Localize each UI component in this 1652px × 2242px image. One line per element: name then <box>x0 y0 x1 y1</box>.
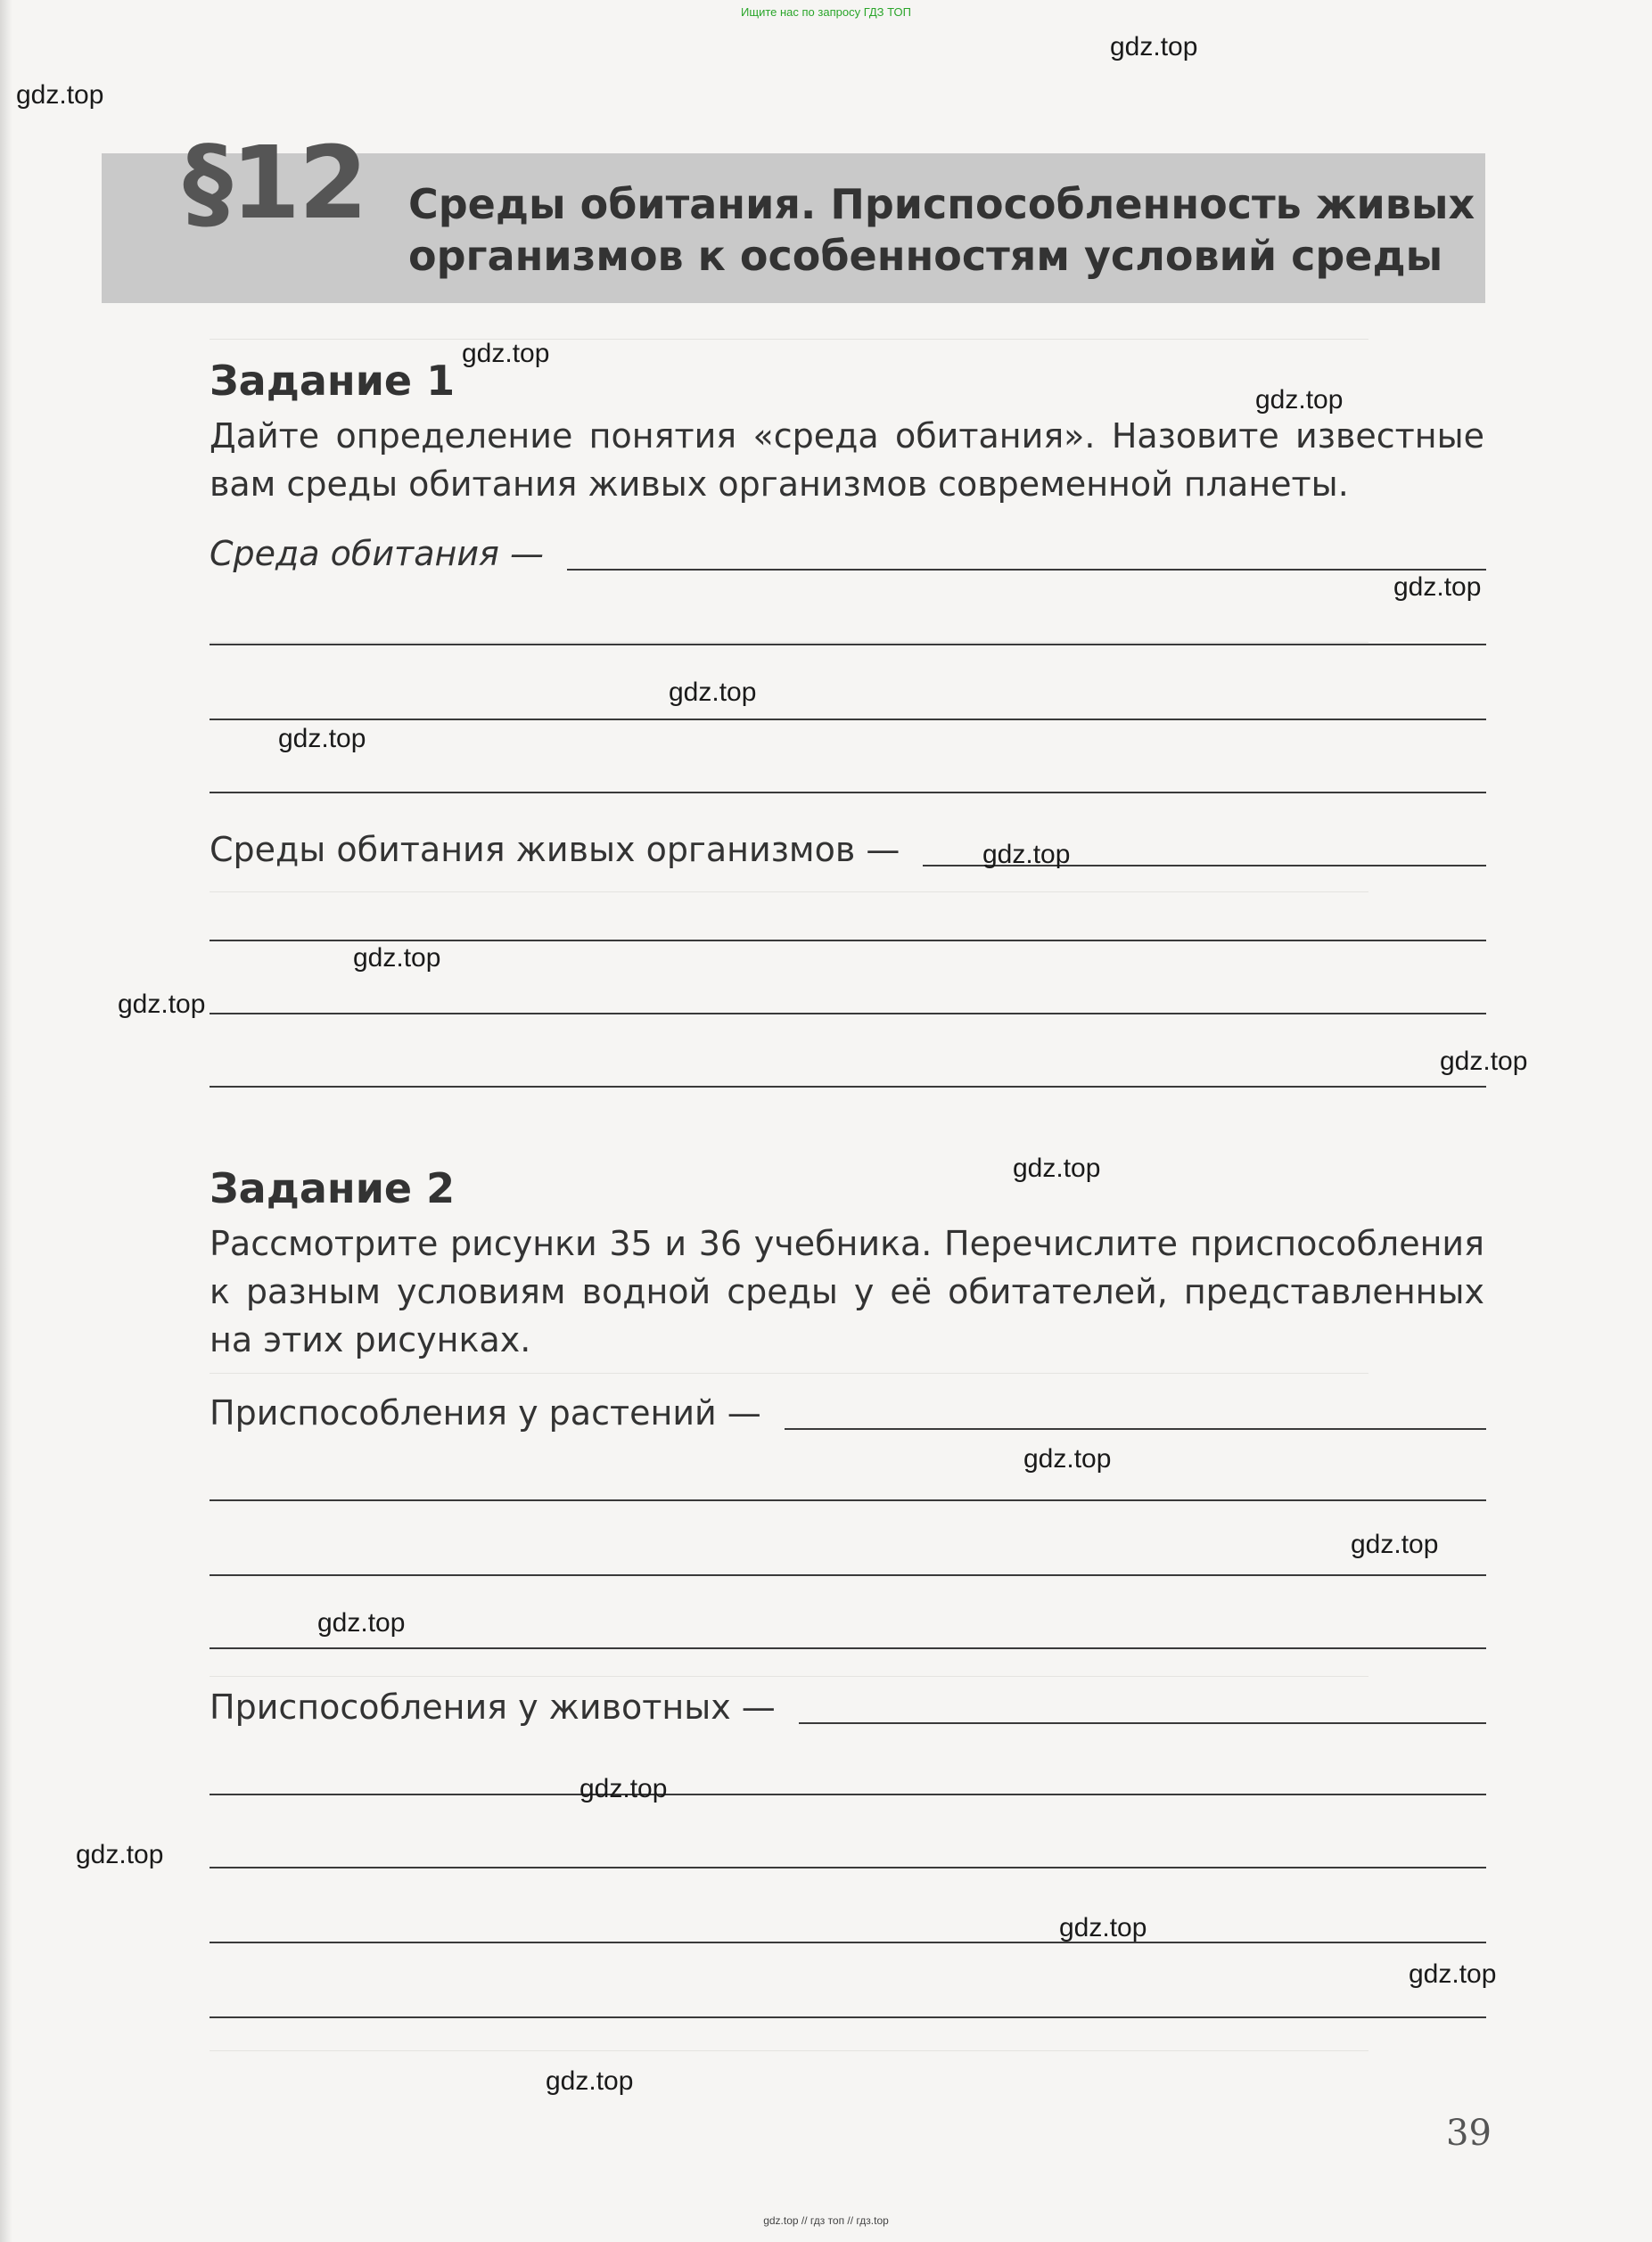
plants-answer-line[interactable] <box>785 1428 1486 1430</box>
answer-line[interactable] <box>210 792 1486 793</box>
answer-line[interactable] <box>210 1942 1486 1943</box>
watermark: gdz.top <box>1409 1959 1497 1989</box>
watermark: gdz.top <box>16 80 104 110</box>
watermark: gdz.top <box>1393 572 1482 602</box>
animals-answer-row <box>210 1685 1486 1729</box>
section-title-line-2: организмов к особенностям условий среды <box>408 232 1443 280</box>
bleed-through-line <box>210 1676 1368 1677</box>
top-banner[interactable]: Ищите нас по запросу ГДЗ ТОП <box>741 5 911 19</box>
answer-line[interactable] <box>210 1794 1486 1795</box>
bleed-through-line <box>210 1373 1368 1374</box>
watermark: gdz.top <box>353 943 441 973</box>
bottom-banner[interactable]: gdz.top // гдз топ // гдз.top <box>763 2214 889 2227</box>
bleed-through-line <box>210 891 1368 892</box>
watermark: gdz.top <box>76 1840 164 1869</box>
task-2-heading: Задание 2 <box>210 1164 456 1212</box>
definition-answer-row <box>210 531 1486 576</box>
environments-answer-row <box>210 827 1486 872</box>
watermark: gdz.top <box>1351 1530 1439 1559</box>
answer-line[interactable] <box>210 1499 1486 1501</box>
bleed-through-line <box>210 642 1368 643</box>
answer-line[interactable] <box>210 1867 1486 1868</box>
watermark: gdz.top <box>546 2066 634 2096</box>
section-title <box>408 178 1478 282</box>
page-edge-shadow <box>0 0 12 2242</box>
bleed-through-line <box>210 339 1368 340</box>
answer-line[interactable] <box>210 1086 1486 1088</box>
answer-line[interactable] <box>210 1647 1486 1649</box>
answer-line[interactable] <box>210 1574 1486 1576</box>
watermark: gdz.top <box>278 724 366 753</box>
watermark: gdz.top <box>982 840 1071 869</box>
watermark: gdz.top <box>669 678 757 707</box>
answer-line[interactable] <box>210 644 1486 645</box>
answer-line[interactable] <box>210 940 1486 941</box>
page-number: 39 <box>1446 2113 1492 2154</box>
plants-label: Приспособления у растений — <box>210 1393 761 1433</box>
definition-answer-line[interactable] <box>567 569 1486 571</box>
watermark: gdz.top <box>1110 32 1198 62</box>
definition-label: Среда обитания — <box>210 534 544 573</box>
environments-label: Среды обитания живых организмов — <box>210 830 900 869</box>
answer-line[interactable] <box>210 1013 1486 1014</box>
watermark: gdz.top <box>118 990 206 1019</box>
animals-answer-line[interactable] <box>799 1722 1486 1724</box>
section-number: §12 <box>183 126 366 242</box>
watermark: gdz.top <box>1255 385 1344 415</box>
watermark: gdz.top <box>1023 1444 1112 1474</box>
watermark: gdz.top <box>1059 1913 1147 1942</box>
answer-line[interactable] <box>210 2016 1486 2018</box>
task-1-heading: Задание 1 <box>210 357 456 405</box>
watermark: gdz.top <box>317 1608 406 1638</box>
animals-label: Приспособления у животных — <box>210 1688 776 1727</box>
section-title-line-1: Среды обитания. Приспособленность живых <box>408 180 1475 228</box>
watermark: gdz.top <box>1013 1154 1101 1183</box>
watermark: gdz.top <box>462 339 550 368</box>
answer-line[interactable] <box>210 719 1486 720</box>
bleed-through-line <box>210 2050 1368 2051</box>
plants-answer-row <box>210 1391 1486 1435</box>
task-2-text: Рассмотрите рисунки 35 и 36 учебника. Перечислите приспособления к разным условиям водной среды у её обитателей, представленных на этих рисунках. <box>210 1224 1484 1359</box>
watermark: gdz.top <box>579 1774 668 1803</box>
task-1-text: Дайте определение понятия «среда обитания». Назовите известные вам среды обитания живых организмов современной планеты. <box>210 416 1484 504</box>
watermark: gdz.top <box>1440 1047 1528 1076</box>
